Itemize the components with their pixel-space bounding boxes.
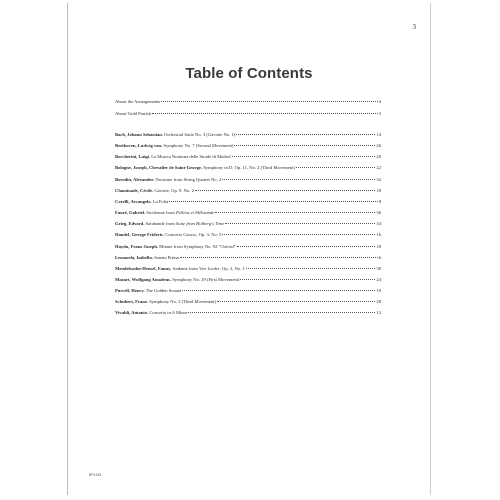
composer-name: Purcell, Henry. [115,288,145,294]
composer-name: Bologne, Joseph, Chevalier de Saint-George. [115,165,203,171]
dot-leader [296,167,375,168]
composer-name: Schubert, Franz. [115,299,149,305]
toc-page-number: 5 [378,111,381,116]
composer-name: Mozart, Wolfgang Amadeus. [115,276,172,282]
toc-entry-row[interactable] [115,299,381,304]
work-title: Symphony No. 29 (First Movement) [172,276,240,282]
dot-leader [232,156,376,157]
toc-entry-title [115,277,239,282]
work-title: Gavotte, Op. 9, No. 2 [154,187,194,193]
dot-leader [236,134,375,135]
toc-entry-title [115,143,233,148]
composer-name: Haydn, Franz Joseph. [115,243,159,249]
dot-leader [217,301,375,302]
dot-leader [161,101,378,102]
composer-name: Grieg, Edvard. [115,221,145,227]
work-title-italic: Vier Lieder [199,265,220,271]
dot-leader [237,246,376,247]
work-title: Concerto Grosso, Op. 3, No. 5 [165,232,222,238]
toc-entry-title [115,199,168,204]
toc-page-number: 28 [376,299,381,305]
toc-page-number: 4 [378,99,381,104]
toc-page-number: 6 [378,254,381,260]
toc-entry-row[interactable] [115,154,381,159]
dot-leader [182,290,375,291]
page-number: 3 [412,23,416,31]
toc-page-number: 16 [376,232,381,238]
page-title: Table of Contents [185,65,313,82]
composer-name: Handel, George Frideric. [115,232,165,238]
toc-entry-row[interactable] [115,244,381,249]
toc-entry-row[interactable] [115,165,381,170]
dot-leader [215,212,375,213]
work-title: Sicilienne from [146,210,177,216]
dot-leader [188,312,375,313]
work-title: Symphony No. 3 (Third Movement) [149,299,216,305]
work-title: Sonata Prima [154,254,179,260]
dot-leader [222,179,375,180]
toc-page-number: 36 [376,210,381,216]
work-title-suffix: , Op. 2, No. 1 [219,265,245,271]
toc-page-number: 8 [378,198,381,204]
toc-intro-list [115,99,381,116]
toc-intro-row[interactable] [115,111,381,116]
work-title: Minuet from Symphony No. 92 "Oxford" [159,243,236,249]
toc-entry-row[interactable] [115,221,381,226]
toc-entry-row[interactable] [115,277,381,282]
toc-entry-title [115,299,216,304]
toc-page-number: 30 [376,265,381,271]
composer-name: Boccherini, Luigi. [115,154,151,160]
composer-name: Chaminade, Cécile. [115,187,154,193]
toc-entry-row[interactable] [115,255,381,260]
work-title-italic: Suite from Holberg's Time [176,221,224,227]
toc-page-number: 14 [376,132,381,137]
toc-intro-row[interactable] [115,99,381,104]
work-title: Orchestral Suite No. 3 (Gavotte No. 1) [164,132,236,137]
toc-page-number: 12 [376,310,381,316]
document-page [67,3,431,495]
toc-entry-title [115,232,221,237]
dot-leader [180,257,378,258]
work-title: Sarabande from [145,221,176,227]
dot-leader [222,234,375,235]
toc-entry-title [115,310,187,315]
toc-entry-row[interactable] [115,177,381,182]
toc-entry-title: About the Arrangements [115,99,161,104]
toc-entry-row[interactable] [115,199,381,204]
work-title: La Folia [152,198,169,204]
toc-page-number: 18 [376,243,381,249]
toc-entry-title [115,221,224,226]
toc-entry-row[interactable] [115,232,381,237]
work-title: Andante from [172,265,199,271]
toc-page-number: 20 [376,154,381,160]
toc-entry-row[interactable] [115,288,381,293]
toc-page-number: 22 [376,165,381,171]
toc-entry-title [115,266,245,271]
composer-name: Fauré, Gabriel. [115,210,146,216]
work-title: The Golden Sonata [145,288,182,294]
dot-leader [246,268,376,269]
work-title: Nocturne from String Quartet No. 2 [155,176,222,182]
work-title: La Musica Notturna delle Strade di Madrid [151,154,231,160]
toc-page-number: 18 [376,187,381,193]
composer-name: Corelli, Arcangelo. [115,198,152,204]
toc-entry-row[interactable] [115,310,381,315]
composer-name: Beethoven, Ludwig van. [115,143,163,149]
dot-leader [240,279,375,280]
toc-page-number: 32 [376,176,381,182]
work-title-italic: Pelléas et Mélisande [176,210,215,216]
toc-entry-title: About Todd Parrish [115,111,152,116]
toc-entry-row[interactable] [115,188,381,193]
toc-entry-title [115,210,214,215]
toc-entry-title [115,188,194,193]
dot-leader [169,201,377,202]
toc-entry-title [115,288,181,293]
work-title: Symphony No. 7 (Second Movement) [163,143,234,149]
toc-entry-title [115,177,221,182]
catalog-code: BP1135 [89,473,102,477]
toc-entry-title [115,244,236,249]
toc-page-number: 10 [376,288,381,294]
toc-entry-title [115,132,235,137]
toc-entry-title [115,165,295,170]
toc-entry-row[interactable] [115,132,381,137]
dot-leader [225,223,375,224]
toc-entry-row[interactable] [115,210,381,215]
toc-entry-title [115,255,179,260]
composer-name: Bach, Johann Sebastian. [115,132,163,137]
toc-entry-row[interactable] [115,266,381,271]
toc-page-number: 24 [376,276,381,282]
composer-name: Vivaldi, Antonio. [115,310,149,316]
dot-leader [152,113,378,114]
toc-entry-row[interactable] [115,143,381,148]
composer-name: Mendelssohn-Hensel, Fanny. [115,265,172,271]
work-title: Concerto in A Minor [149,310,188,316]
composer-name: Leonarda, Isabella. [115,254,153,260]
composer-name: Borodin, Alexander. [115,176,155,182]
dot-leader [234,145,375,146]
toc-page-number: 34 [376,221,381,227]
work-title: Symphony in D, Op. 11, No. 2 (Third Movement) [203,165,295,171]
toc-entry-title [115,154,231,159]
toc-page-number: 26 [376,143,381,149]
dot-leader [195,190,376,191]
